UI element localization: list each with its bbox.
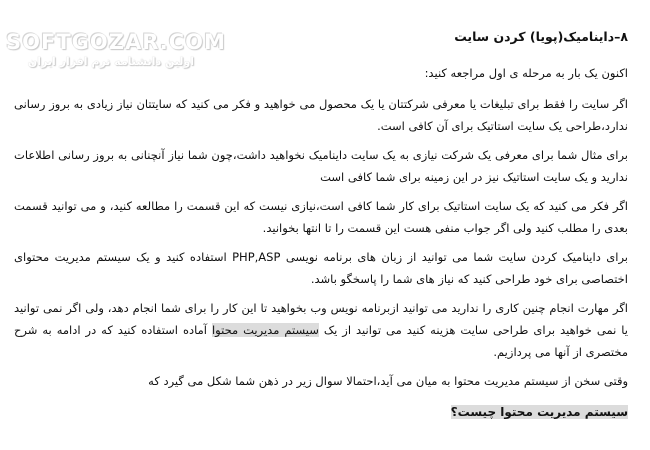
- paragraph-cms-option: [14, 297, 628, 363]
- paragraph-question-intro: وقتی سخن از سیستم مدیریت محتوا به میان می آید،احتمالا سوال زیر در ذهن شما شکل می گیرد که: [148, 374, 628, 388]
- article-body: [14, 28, 628, 423]
- p5-text-before: اگر مهارت انجام چنین کاری را ندارید می توانید ازبرنامه نویس وب بخواهید تا این کار را برای شما انجام دهد، ولی اگر نمی توانید یا نمی خواهید برای طراحی سایت هزینه کنید می توانید از یک: [14, 301, 628, 337]
- intro-paragraph: اکنون یک بار به مرحله ی اول مراجعه کنید:: [424, 66, 628, 80]
- paragraph-company-example: برای مثال شما برای معرفی یک شرکت نیازی به یک سایت داینامیک نخواهید داشت،چون شما نیاز آنچنانی به بروز رسانی اطلاعات ندارید و یک سایت استاتیک نیز در این زمینه برای شما کافی است: [14, 148, 628, 184]
- paragraph-static-enough: اگر فکر می کنید که یک سایت استاتیک برای کار شما کافی است،نیازی نیست که این قسمت را مطالعه کنید، و می توانید قسمت بعدی را مطلب کنید ولی اگر جواب منفی هست این قسمت را تا انتها بخوانید.: [14, 199, 628, 235]
- p4-text-before: برای داینامیک کردن سایت شما می توانید از زبان های برنامه نویسی: [280, 250, 628, 264]
- p5-text-after: آماده استفاده کنید که در ادامه به شرح مختصری از آنها می پردازیم.: [14, 323, 628, 359]
- watermark-tagline: اولین دانشنامه نرم افزار ایران: [27, 55, 195, 68]
- p4-text-after: استفاده کنید و یک سیستم مدیریت محتوای اختصاصی برای خود طراحی کنید که نیاز های شما را پاسخگو باشد.: [14, 250, 628, 286]
- watermark-logo-text: SOFTGOZAR.COM: [6, 30, 226, 54]
- paragraph-programming-languages: [14, 246, 628, 290]
- cms-question-text: سیستم مدیریت محتوا چیست؟: [450, 405, 628, 419]
- paragraph-static-site: اگر سایت را فقط برای تبلیغات یا معرفی شرکتتان یا یک محصول می خواهید و فکر می کنید که سایتتان نیاز زیادی به بروز رسانی ندارد،طراحی یک سایت استاتیک برای آن کافی است.: [14, 97, 628, 133]
- cms-highlight: سیستم مدیریت محتوا: [211, 323, 319, 337]
- section-heading: ۸–داینامیک(پویا) کردن سایت: [454, 29, 628, 44]
- languages-text: PHP,ASP: [232, 250, 281, 264]
- cms-question-heading: [14, 401, 628, 423]
